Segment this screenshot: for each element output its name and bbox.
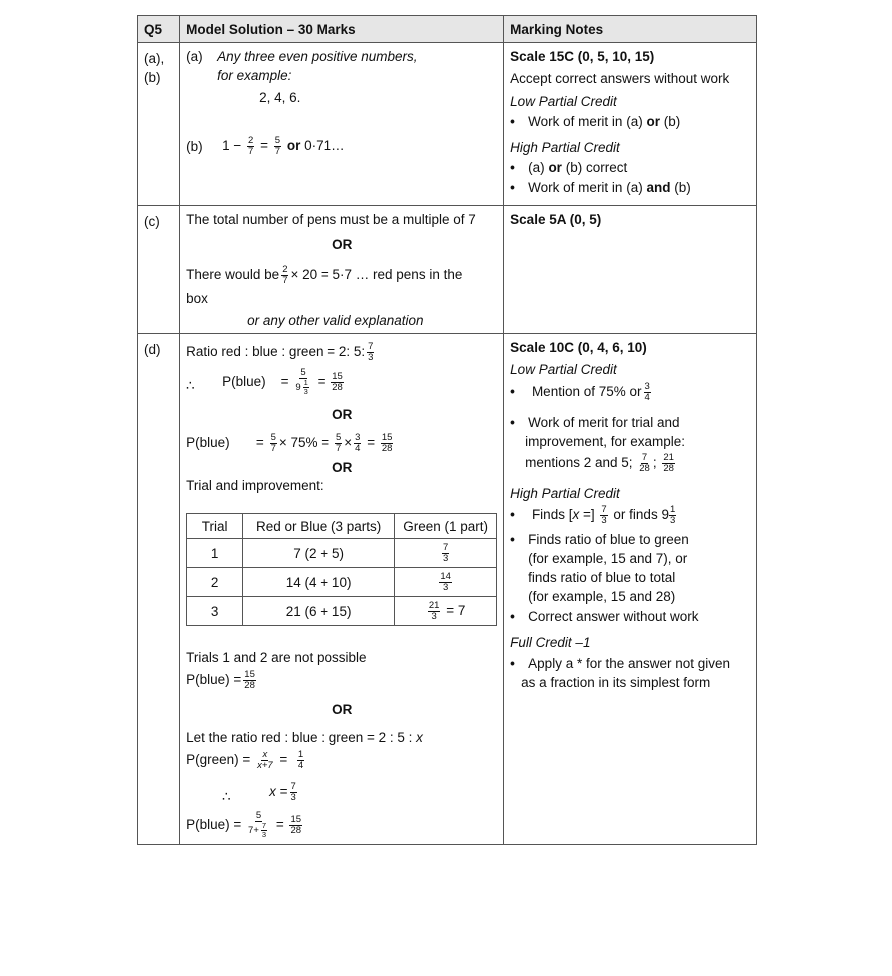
low-credit-example: mentions 2 and 5; $\frac{7}{28}$ ; $\frac{21}{28}$ (525, 451, 674, 474)
pgreen-line: P(green) = $\frac{x}{x+7}$ = $\frac{1}{4}$ (186, 748, 304, 771)
trial-row: 1 7 (2 + 5) $\frac{7}{3}$ (187, 539, 497, 568)
row-part-ab (138, 43, 757, 206)
pblue-line-4: P(blue) = 5 7+ $\frac{7}{3}$ = $\frac{15}{28}$ (186, 810, 302, 840)
let-ratio-line: Let the ratio red : blue : green = 2 : 5 : x (186, 730, 423, 745)
table-header-row (138, 16, 757, 43)
pblue-line-1: P(blue) = 5 9 $\frac{1}{3}$ = $\frac{15}{28}$ (222, 367, 343, 397)
notes-c: Scale 5A (0, 5) (504, 206, 757, 334)
header-marking-notes: Marking Notes (504, 16, 757, 43)
notes-ab: Scale 15C (0, 5, 10, 15) Accept correct answers without work Low Partial Credit • Work of merit in (a) or (b) High Partial Credit • (a) or (b) correct • Work of merit in (a) and (b) (504, 43, 757, 206)
low-credit-bullet-1: • Mention of 75% or $\frac{3}{4}$ (510, 378, 653, 406)
high-credit-bullet-2: • Work of merit in (a) and (b) (510, 179, 691, 197)
header-question: Q5 (138, 16, 180, 43)
solution-d: Ratio red : blue : green = 2: 5: $\frac{7}{3}$ ∴ P(blue) = 5 9 $\frac{1}{3}$ = $\frac{15}{28}$ OR P(blue) = $\frac{5}{7}$ × 75% = $\frac{5}{7}$ × $\frac{3}{4}$ = $\frac{15}{28}$ OR Trial and improvement: Trial Red or Blue (3 parts) Green (1 part) 1 7 (2 + 5) $\frac{7}{3}$ 2 14 (4 + 10) $\frac{14}{3}$ 3 21 (6 + 15) $\frac{21}{3}$ = 7 Trials 1 and 2 are not possible P(blue) = $\frac{15}{28}$ OR Let the ratio red : blue : green = 2 : 5 : x P(green) = $\frac{x}{x+7}$ = $\frac{1}{4}$ ∴ x = $\frac{7}{3}$ P(blue) = 5 7+ $\frac{7}{3}$ = $\frac{15}{28}$ (180, 334, 504, 845)
header-model-solution: Model Solution – 30 Marks (180, 16, 504, 43)
part-c-expression: There would be $\frac{2}{7}$ × 20 = 5·7 … red pens in the (186, 263, 463, 286)
trial-table-header: Trial Red or Blue (3 parts) Green (1 part) (187, 514, 497, 539)
low-credit-bullet: • Work of merit in (a) or (b) (510, 113, 680, 131)
part-label-ab: (a), (b) (144, 51, 165, 85)
part-label-d: (d) (144, 342, 161, 357)
high-credit-bullet-1: • (a) or (b) correct (510, 159, 627, 177)
x-value-line: x = $\frac{7}{3}$ (269, 780, 296, 803)
pblue-line-2: P(blue) = $\frac{5}{7}$ × 75% = $\frac{5}{7}$ × $\frac{3}{4}$ = $\frac{15}{28}$ (186, 431, 393, 454)
trial-row: 3 21 (6 + 15) $\frac{21}{3}$ = 7 (187, 597, 497, 626)
marking-scheme-table (137, 15, 757, 845)
row-part-d (138, 334, 757, 845)
solution-ab: (a) Any three even positive numbers, for example: 2, 4, 6. (b) 1 − $\frac{2}{7}$ = $\frac{5}{7}$ or 0·71… (180, 43, 504, 206)
ratio-line: Ratio red : blue : green = 2: 5: $\frac{7}{3}$ (186, 340, 374, 363)
trial-row: 2 14 (4 + 10) $\frac{14}{3}$ (187, 568, 497, 597)
part-b-expression: 1 − $\frac{2}{7}$ = $\frac{5}{7}$ or 0·71… (222, 134, 345, 157)
high-credit-bullet-1: • Finds [x =] $\frac{7}{3}$ or finds 9 $\frac{1}{3}$ (510, 500, 678, 530)
row-part-c (138, 206, 757, 334)
notes-d: Scale 10C (0, 4, 6, 10) Low Partial Credit • Mention of 75% or $\frac{3}{4}$ • Work of merit for trial and improvement, for example: mentions 2 and 5; $\frac{7}{28}$ ; $\frac{21}{28}$ High Partial Credit • Finds [x =] $\frac{7}{3}$ or finds 9 $\frac{1}{3}$ • Finds ratio of blue to green (for example, 15 and 7), or finds ratio of blue to total (for example, 15 and 28) • Correct answer without work Full Credit –1 • Apply a * for the answer not given as a fraction in its simplest form (504, 334, 757, 845)
solution-c: The total number of pens must be a multiple of 7 OR There would be $\frac{2}{7}$ × 20 = 5·7 … red pens in the box or any other valid explanation (180, 206, 504, 334)
part-label-c: (c) (144, 214, 160, 229)
trial-table (186, 513, 497, 626)
pblue-line-3: P(blue) = $\frac{15}{28}$ (186, 668, 255, 691)
